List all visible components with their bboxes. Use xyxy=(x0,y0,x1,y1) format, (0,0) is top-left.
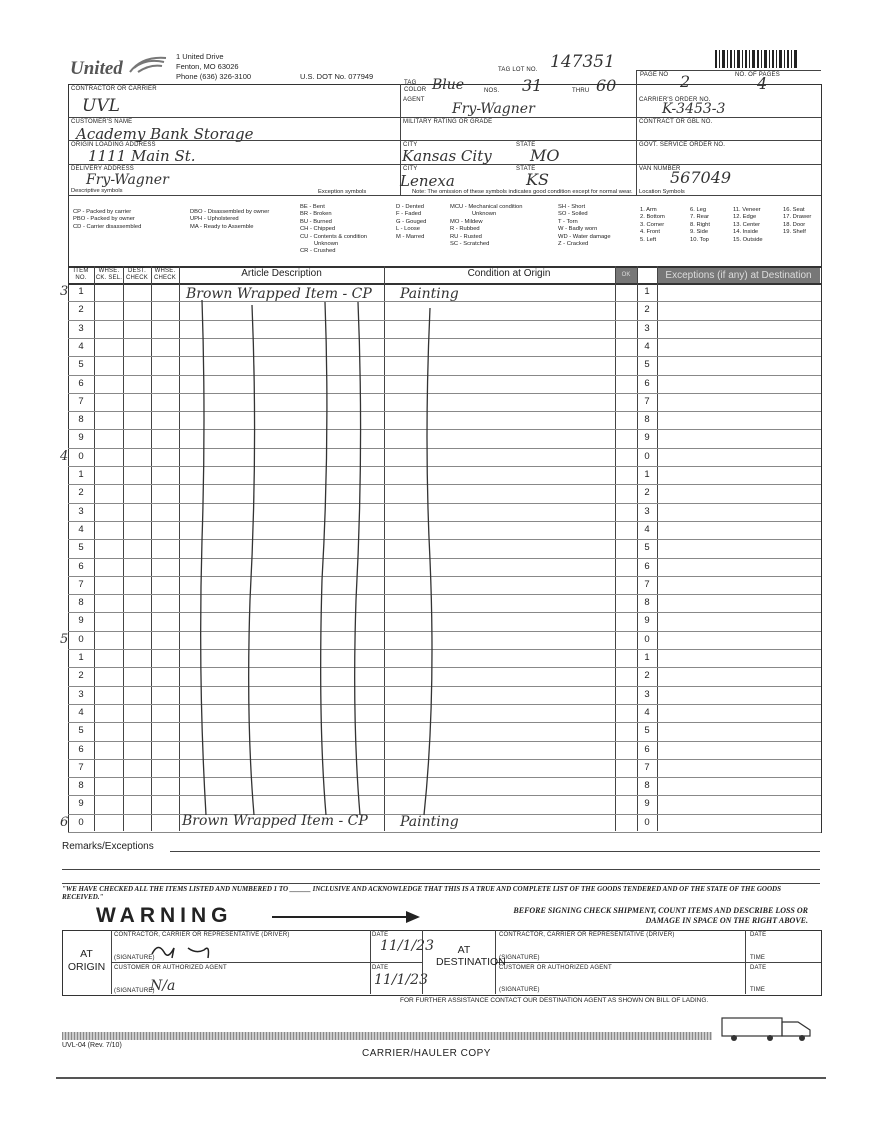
company-address-2: Fenton, MO 63026 xyxy=(176,62,239,71)
govt-label: GOVT. SERVICE ORDER NO. xyxy=(639,142,726,148)
row-item-number: 7 xyxy=(78,395,84,407)
row-item-number: 3 xyxy=(78,322,84,334)
origin-date-label-2: DATE xyxy=(372,965,389,971)
location-list-1: 1. Arm 2. Bottom 3. Corner 4. Front 5. Left xyxy=(640,207,665,243)
origin-value: 1111 Main St. xyxy=(88,147,196,165)
legend-note: Note: The omission of these symbols indicates good condition except for normal wear. xyxy=(412,189,633,195)
dest-time-label-2: TIME xyxy=(750,987,766,993)
col-whse2-header: WHSE. CHECK xyxy=(153,268,176,281)
row-item-number: 1 xyxy=(78,286,84,297)
row-check-number: 3 xyxy=(644,322,650,334)
origin-state-value: MO xyxy=(530,146,560,165)
row-check-number: 5 xyxy=(644,542,650,554)
row-item-number: 2 xyxy=(78,487,84,499)
dest-date-label-1: DATE xyxy=(750,932,767,938)
row-check-number: 3 xyxy=(644,688,650,700)
origin-date-2[interactable]: 11/1/23 xyxy=(374,972,428,988)
at-destination-label: AT DESTINATION xyxy=(436,944,506,968)
assistance-text: FOR FURTHER ASSISTANCE CONTACT OUR DESTINATION AGENT AS SHOWN ON BILL OF LADING. xyxy=(400,997,709,1004)
row-check-number: 3 xyxy=(644,505,650,517)
last-row-article[interactable]: Brown Wrapped Item - CP xyxy=(182,813,368,829)
decade-mark: 5 xyxy=(60,631,69,647)
row-check-number: 4 xyxy=(644,706,650,718)
row-check-number: 2 xyxy=(644,487,650,499)
driver-signature[interactable] xyxy=(148,940,228,962)
row-check-number: 7 xyxy=(644,761,650,773)
origin-date-label-1: DATE xyxy=(372,932,389,938)
row-item-number: 4 xyxy=(78,340,84,352)
row-item-number: 0 xyxy=(78,450,84,462)
decade-mark: 3 xyxy=(60,284,69,299)
copy-label: CARRIER/HAULER COPY xyxy=(362,1048,491,1059)
col-condition-header: Condition at Origin xyxy=(467,268,551,279)
location-title: Location Symbols xyxy=(639,189,685,195)
row-item-number: 1 xyxy=(78,469,84,480)
decade-mark: 4 xyxy=(60,448,69,464)
nos-thru-value: 60 xyxy=(596,76,617,95)
row-item-number: 6 xyxy=(78,377,84,389)
origin-city-value: Kansas City xyxy=(402,147,492,165)
origin-state-label: STATE xyxy=(516,142,536,148)
row-check-number: 2 xyxy=(644,304,650,316)
shaded-bar xyxy=(62,1032,712,1040)
no-of-pages-value: 4 xyxy=(757,74,768,93)
dest-state-label: STATE xyxy=(516,166,536,172)
carriers-order-value: K-3453-3 xyxy=(662,101,726,117)
delivery-value: Fry-Wagner xyxy=(86,172,169,188)
row-item-number: 0 xyxy=(78,633,84,645)
barcode-image xyxy=(715,50,800,68)
row-item-number: 3 xyxy=(78,505,84,517)
origin-customer-label: CUSTOMER OR AUTHORIZED AGENT xyxy=(114,965,227,971)
first-row-condition[interactable]: Painting xyxy=(400,286,459,302)
dest-customer-label: CUSTOMER OR AUTHORIZED AGENT xyxy=(499,965,612,971)
decade-mark: 6 xyxy=(60,814,69,830)
row-item-number: 6 xyxy=(78,743,84,755)
col-item-header: ITEM NO. xyxy=(73,268,89,281)
contractor-value: UVL xyxy=(82,96,120,116)
row-check-number: 0 xyxy=(644,450,650,462)
row-item-number: 8 xyxy=(78,780,84,792)
thru-label: THRU xyxy=(572,88,590,94)
certification-text: "WE HAVE CHECKED ALL THE ITEMS LISTED AND NUMBERED 1 TO ______ INCLUSIVE AND ACKNOWLEDGE THAT THIS IS A TRUE AND COMPLETE LIST OF THE GOODS TENDERED AND OF THE STATE OF THE GOODS RECEIVED." xyxy=(62,885,781,901)
row-item-number: 9 xyxy=(78,798,84,810)
truck-icon xyxy=(720,1014,816,1044)
tag-color-label: TAG COLOR xyxy=(404,80,427,93)
row-check-number: 1 xyxy=(644,286,650,297)
row-check-number: 7 xyxy=(644,395,650,407)
contract-label: CONTRACT OR GBL NO. xyxy=(639,119,713,125)
company-address-1: 1 United Drive xyxy=(176,52,224,61)
exception-title: Exception symbols xyxy=(318,189,367,195)
dot-number: U.S. DOT No. 077949 xyxy=(300,72,374,81)
arrow-right-icon xyxy=(272,910,422,924)
van-label: VAN NUMBER xyxy=(639,166,681,172)
row-item-number: 0 xyxy=(78,816,84,828)
exception-list-3: MCU - Mechanical condition Unknown MO - Mildew R - Rubbed RU - Rusted SC - Scratched xyxy=(450,204,523,248)
row-item-number: 4 xyxy=(78,523,84,535)
descriptive-title: Descriptive symbols xyxy=(71,188,123,194)
customer-value: Academy Bank Storage xyxy=(76,125,254,143)
exception-list-4: SH - Short SO - Soiled T - Torn W - Badly worn WD - Water damage Z - Cracked xyxy=(558,204,611,248)
page-no-value: 2 xyxy=(680,72,691,91)
row-check-number: 4 xyxy=(644,340,650,352)
row-check-number: 9 xyxy=(644,798,650,810)
origin-contractor-label: CONTRACTOR, CARRIER OR REPRESENTATIVE (DRIVER) xyxy=(114,932,290,938)
col-article-header: Article Description xyxy=(241,268,322,279)
descriptive-list-2: DBO - Disassembled by owner UPH - Upholstered MA - Ready to Assemble xyxy=(190,209,270,230)
row-item-number: 9 xyxy=(78,432,84,444)
row-check-number: 1 xyxy=(644,652,650,663)
remarks-label: Remarks/Exceptions xyxy=(62,841,154,852)
row-check-number: 8 xyxy=(644,597,650,609)
row-item-number: 5 xyxy=(78,542,84,554)
origin-signature-label: (SIGNATURE) xyxy=(114,955,155,961)
row-divider xyxy=(68,832,821,833)
tag-color-value: Blue xyxy=(432,77,465,93)
company-logo: United xyxy=(70,58,123,79)
location-list-2: 6. Leg 7. Rear 8. Right 9. Side 10. Top xyxy=(690,207,710,243)
col-dest-header: DEST. CHECK xyxy=(125,268,148,281)
row-check-number: 6 xyxy=(644,377,650,389)
company-phone: Phone (636) 326-3100 xyxy=(176,72,252,81)
col-exceptions-header: Exceptions (if any) at Destination xyxy=(657,268,820,283)
first-row-article[interactable]: Brown Wrapped Item - CP xyxy=(186,286,372,302)
customer-label: CUSTOMER'S NAME xyxy=(71,119,133,125)
agent-label: AGENT xyxy=(403,97,425,103)
row-check-number: 9 xyxy=(644,432,650,444)
row-item-number: 8 xyxy=(78,414,84,426)
descriptive-list-1: CP - Packed by carrier PBO - Packed by owner CD - Carrier disassembled xyxy=(73,209,142,230)
row-check-number: 2 xyxy=(644,670,650,682)
origin-label: ORIGIN LOADING ADDRESS xyxy=(71,142,156,148)
row-item-number: 8 xyxy=(78,597,84,609)
row-check-number: 5 xyxy=(644,359,650,371)
carriers-order-label: CARRIER'S ORDER NO. xyxy=(639,97,711,103)
row-check-number: 1 xyxy=(644,469,650,480)
row-check-number: 6 xyxy=(644,560,650,572)
col-ok-header xyxy=(615,268,637,283)
dest-signature-label-2: (SIGNATURE) xyxy=(499,987,540,993)
exception-list-2: D - Dented F - Faded G - Gouged L - Loose M - Marred xyxy=(396,204,427,240)
row-check-number: 6 xyxy=(644,743,650,755)
col-whse-header: WHSE. CK. SEL. xyxy=(95,268,123,281)
row-check-number: 0 xyxy=(644,816,650,828)
row-item-number: 9 xyxy=(78,615,84,627)
row-item-number: 7 xyxy=(78,578,84,590)
row-item-number: 6 xyxy=(78,560,84,572)
row-item-number: 3 xyxy=(78,688,84,700)
dest-contractor-label: CONTRACTOR, CARRIER OR REPRESENTATIVE (DRIVER) xyxy=(499,932,675,938)
last-row-condition[interactable]: Painting xyxy=(400,814,459,830)
dest-time-label-1: TIME xyxy=(750,955,766,961)
origin-signature-label-2: (SIGNATURE) xyxy=(114,988,155,994)
location-list-4: 16. Seat 17. Drawer 18. Door 19. Shelf xyxy=(783,207,812,236)
row-check-number: 9 xyxy=(644,615,650,627)
nos-label: NOS. xyxy=(484,88,500,94)
nos-from-value: 31 xyxy=(522,76,543,95)
ok-label: OK xyxy=(621,272,631,278)
row-check-number: 7 xyxy=(644,578,650,590)
row-item-number: 2 xyxy=(78,304,84,316)
row-check-number: 5 xyxy=(644,725,650,737)
row-item-number: 2 xyxy=(78,670,84,682)
exception-list-1: BE - Bent BR - Broken BU - Burned CH - Chipped CU - Contents & condition Unknown CR - Crushed xyxy=(300,204,368,255)
page-no-label: PAGE NO xyxy=(640,72,669,78)
origin-city-label: CITY xyxy=(403,142,418,148)
warning-label: WARNING xyxy=(96,904,233,927)
tag-lot-label: TAG LOT NO. xyxy=(498,67,538,73)
dest-signature-label: (SIGNATURE) xyxy=(499,955,540,961)
row-check-number: 0 xyxy=(644,633,650,645)
van-value: 567049 xyxy=(670,168,732,187)
agent-value: Fry-Wagner xyxy=(452,101,535,117)
row-check-number: 8 xyxy=(644,414,650,426)
row-check-number: 4 xyxy=(644,523,650,535)
location-list-3: 11. Veneer 12. Edge 13. Center 14. Inside 15. Outside xyxy=(733,207,763,243)
row-item-number: 7 xyxy=(78,761,84,773)
dest-city-label: CITY xyxy=(403,166,418,172)
dest-date-label-2: DATE xyxy=(750,965,767,971)
at-origin-label: AT ORIGIN xyxy=(67,948,106,973)
origin-date-1[interactable]: 11/1/23 xyxy=(380,938,434,954)
logo-flag-icon xyxy=(128,54,168,76)
delivery-label: DELIVERY ADDRESS xyxy=(71,166,135,172)
dest-city-value: Lenexa xyxy=(400,172,455,190)
warning-text: BEFORE SIGNING CHECK SHIPMENT, COUNT ITEMS AND DESCRIBE LOSS OR DAMAGE IN SPACE ON THE RIGHT ABOVE. xyxy=(513,906,808,925)
no-of-pages-label: NO. OF PAGES xyxy=(735,72,780,78)
military-label: MILITARY RATING OR GRADE xyxy=(403,119,493,125)
row-item-number: 5 xyxy=(78,725,84,737)
ditto-lines xyxy=(180,300,440,820)
row-item-number: 5 xyxy=(78,359,84,371)
contractor-label: CONTRACTOR OR CARRIER xyxy=(71,86,157,92)
row-item-number: 1 xyxy=(78,652,84,663)
dest-state-value: KS xyxy=(526,170,549,189)
form-number: UVL-04 (Rev. 7/10) xyxy=(62,1042,122,1049)
row-item-number: 4 xyxy=(78,706,84,718)
tag-lot-value: 147351 xyxy=(550,52,615,72)
origin-customer-signature[interactable]: N/a xyxy=(150,978,176,994)
row-check-number: 8 xyxy=(644,780,650,792)
